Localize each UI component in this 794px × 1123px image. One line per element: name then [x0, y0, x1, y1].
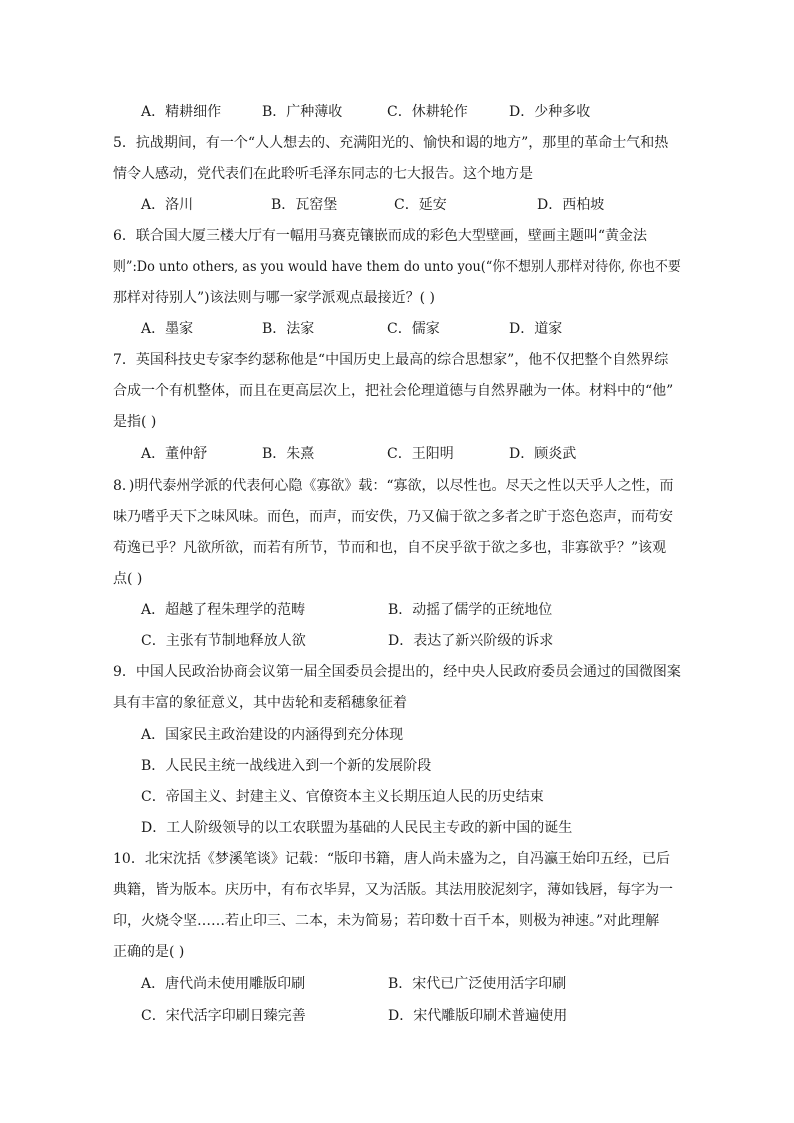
q8-option-d: D．表达了新兴阶级的诉求 [388, 633, 554, 649]
q9-option-b: B．人民民主统一战线进入到一个新的发展阶段 [141, 758, 432, 774]
q8-stem-line-1: 8．)明代泰州学派的代表何心隐《寡欲》载：“寡欲，以尽性也。尽天之性以天乎人之性，而 [113, 478, 674, 494]
q7-stem-line-2: 合成一个有机整体，而且在更高层次上，把社会伦理道德与自然界融为一体。材料中的“他” [113, 383, 674, 399]
q4-option-b: B．广种薄收 [262, 104, 343, 120]
q7-stem-line-3: 是指( ) [113, 414, 157, 430]
q7-option-b: B．朱熹 [262, 446, 315, 462]
q9-option-d: D．工人阶级领导的以工农联盟为基础的人民民主专政的新中国的诞生 [141, 820, 573, 836]
q6-stem-line-3: 那样对待别人”)该法则与哪一家学派观点最接近？( ) [113, 290, 435, 306]
q8-option-a: A．超越了程朱理学的范畴 [141, 602, 306, 618]
q9-stem-line-2: 具有丰富的象征意义，其中齿轮和麦稻穗象征着 [113, 695, 407, 711]
q5-option-a: A．洛川 [141, 197, 194, 213]
q10-stem-line-3: 印，火烧令坚……若止印三、二本，未为简易；若印数十百千本，则极为神速。”对此理解 [113, 913, 660, 929]
q8-option-b: B．动摇了儒学的正统地位 [388, 602, 553, 618]
q7-option-a: A．董仲舒 [141, 446, 208, 462]
q10-stem-line-4: 正确的是( ) [113, 944, 185, 960]
q6-option-b: B．法家 [262, 321, 315, 337]
q10-option-b: B．宋代已广泛使用活字印刷 [388, 976, 567, 992]
q4-option-c: C．休耕轮作 [387, 104, 468, 120]
q10-stem-line-2: 典籍，皆为版本。庆历中，有布衣毕昇，又为活版。其法用胶泥刻字，薄如钱唇，每字为一 [113, 882, 673, 898]
q9-option-a: A．国家民主政治建设的内涵得到充分体现 [141, 727, 404, 743]
q7-stem-line-1: 7．英国科技史专家李约瑟称他是“中国历史上最高的综合思想家”，他不仅把整个自然界综 [113, 352, 669, 368]
q9-option-c: C．帝国主义、封建主义、官僚资本主义长期压迫人民的历史结束 [141, 789, 544, 805]
q4-option-a: A．精耕细作 [141, 104, 222, 120]
q10-option-a: A．唐代尚未使用雕版印刷 [141, 976, 306, 992]
q10-stem-line-1: 10．北宋沈括《梦溪笔谈》记载：“版印书籍，唐人尚未盛为之，自冯瀛王始印五经，已后 [113, 851, 670, 867]
q5-option-d: D．西柏坡 [537, 197, 605, 213]
q6-stem-line-2: 则”:Do unto others, as you would have them do unto you(“你不想别人那样对待你, 你也不要 [113, 259, 681, 275]
q8-stem-line-2: 味乃嗜乎天下之味风味。而色，而声，而安佚，乃又偏于欲之多者之旷于恣色恣声，而苟安 [113, 509, 673, 525]
q8-stem-line-3: 苟逸已乎？凡欲所欲，而若有所节，节而和也，自不戾乎欲于欲之多也，非寡欲乎？”该观 [113, 540, 667, 556]
q7-option-c: C．王阳明 [387, 446, 454, 462]
q5-option-b: B．瓦窑堡 [271, 197, 338, 213]
q7-option-d: D．顾炎武 [509, 446, 577, 462]
q10-option-d: D．宋代雕版印刷术普遍使用 [388, 1008, 568, 1024]
q5-option-c: C．延安 [394, 197, 447, 213]
q4-option-d: D．少种多收 [509, 104, 591, 120]
q8-option-c: C．主张有节制地释放人欲 [141, 633, 306, 649]
q9-stem-line-1: 9．中国人民政治协商会议第一届全国委员会提出的，经中央人民政府委员会通过的国微图案 [113, 664, 681, 680]
q5-stem-line-1: 5．抗战期间，有一个“人人想去的、充满阳光的、愉快和谒的地方”，那里的革命士气和热 [113, 135, 669, 151]
q6-option-a: A．墨家 [141, 321, 194, 337]
q10-option-c: C．宋代活字印刷日臻完善 [141, 1008, 306, 1024]
q8-stem-line-4: 点( ) [113, 571, 143, 587]
q5-stem-line-2: 情令人感动，党代表们在此聆听毛泽东同志的七大报告。这个地方是 [113, 166, 533, 182]
q6-stem-line-1: 6．联合国大厦三楼大厅有一幅用马赛克镶嵌而成的彩色大型壁画，壁画主题叫“黄金法 [113, 228, 648, 244]
q6-option-d: D．道家 [509, 321, 563, 337]
q6-option-c: C．儒家 [387, 321, 440, 337]
